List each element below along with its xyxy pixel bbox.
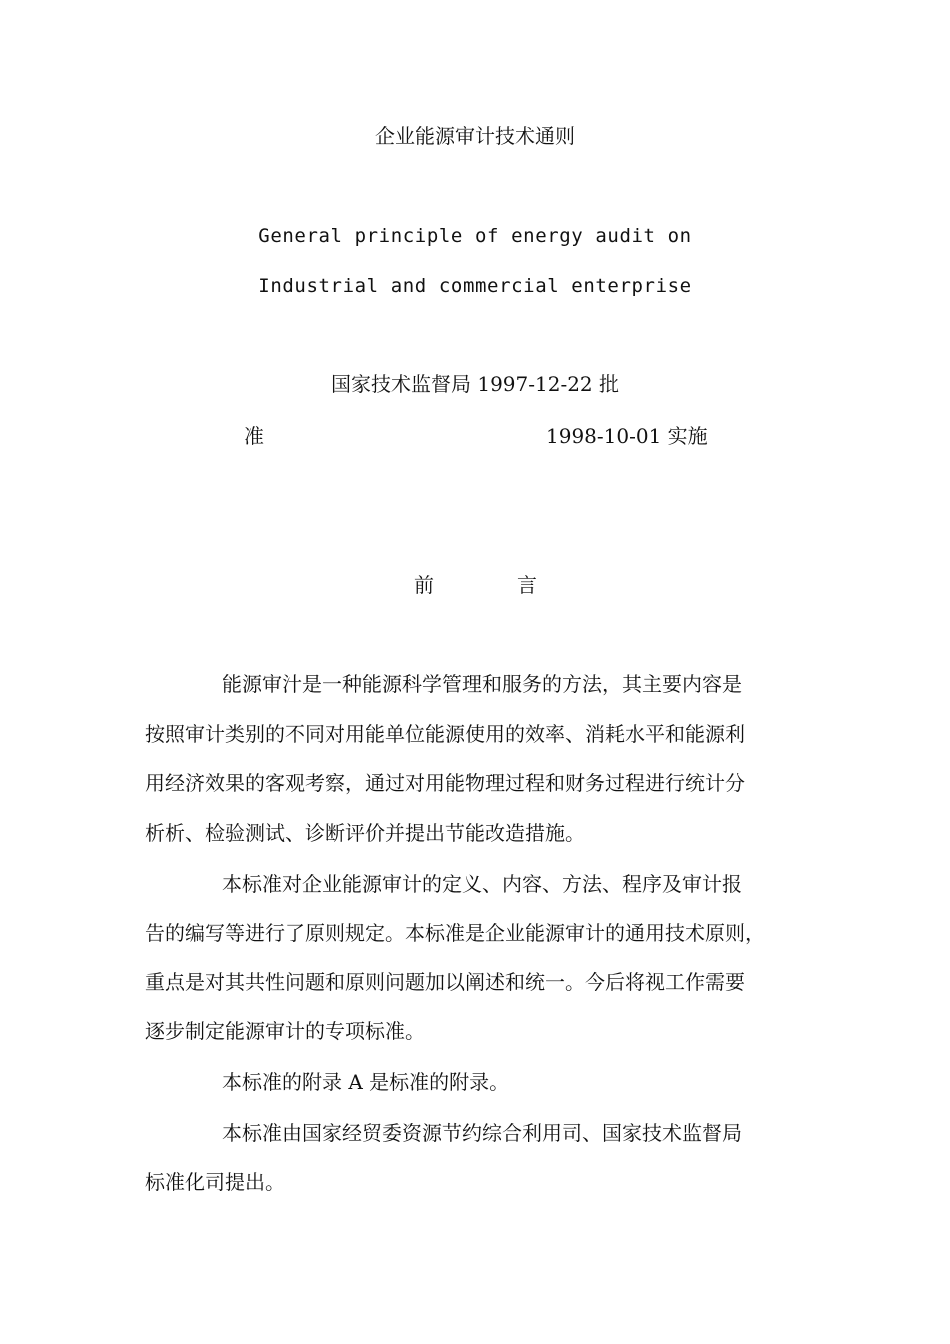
foreword-heading-char-2: 言 [517, 573, 537, 597]
document-title-en-line2: Industrial and commercial enterprise [258, 275, 692, 297]
paragraph-1-line-2: 按照审计类别的不同对用能单位能源使用的效率、消耗水平和能源利 [145, 722, 745, 746]
paragraph-1-line-3: 用经济效果的客观考察，通过对用能物理过程和财务过程进行统计分 [145, 771, 745, 795]
document-title-cn: 企业能源审计技术通则 [375, 124, 575, 148]
foreword-heading-char-1: 前 [414, 573, 434, 597]
paragraph-2-line-3: 重点是对其共性问题和原则问题加以阐述和统一。今后将视工作需要 [145, 970, 745, 994]
paragraph-2-line-4: 逐步制定能源审计的专项标准。 [145, 1019, 425, 1043]
paragraph-4-line-2: 标准化司提出。 [145, 1170, 285, 1194]
paragraph-2-line-2: 告的编写等进行了原则规定。本标准是企业能源审计的通用技术原则， [145, 921, 765, 945]
document-title-en-line1: General principle of energy audit on [258, 225, 692, 247]
approval-line-1: 国家技术监督局 1997-12-22 批 [330, 372, 620, 396]
paragraph-4-line-1: 本标准由国家经贸委资源节约综合利用司、国家技术监督局 [222, 1121, 742, 1145]
approval-line-2-left: 准 [244, 424, 264, 448]
paragraph-2-line-1: 本标准对企业能源审计的定义、内容、方法、程序及审计报 [222, 872, 742, 896]
paragraph-3-line-1: 本标准的附录 A 是标准的附录。 [222, 1070, 510, 1094]
paragraph-1-line-1: 能源审汁是一种能源科学管理和服务的方法，其主要内容是 [222, 672, 742, 696]
paragraph-1-line-4: 析析、检验测试、诊断评价并提出节能改造措施。 [145, 821, 585, 845]
approval-line-2-right: 1998-10-01 实施 [546, 424, 708, 448]
